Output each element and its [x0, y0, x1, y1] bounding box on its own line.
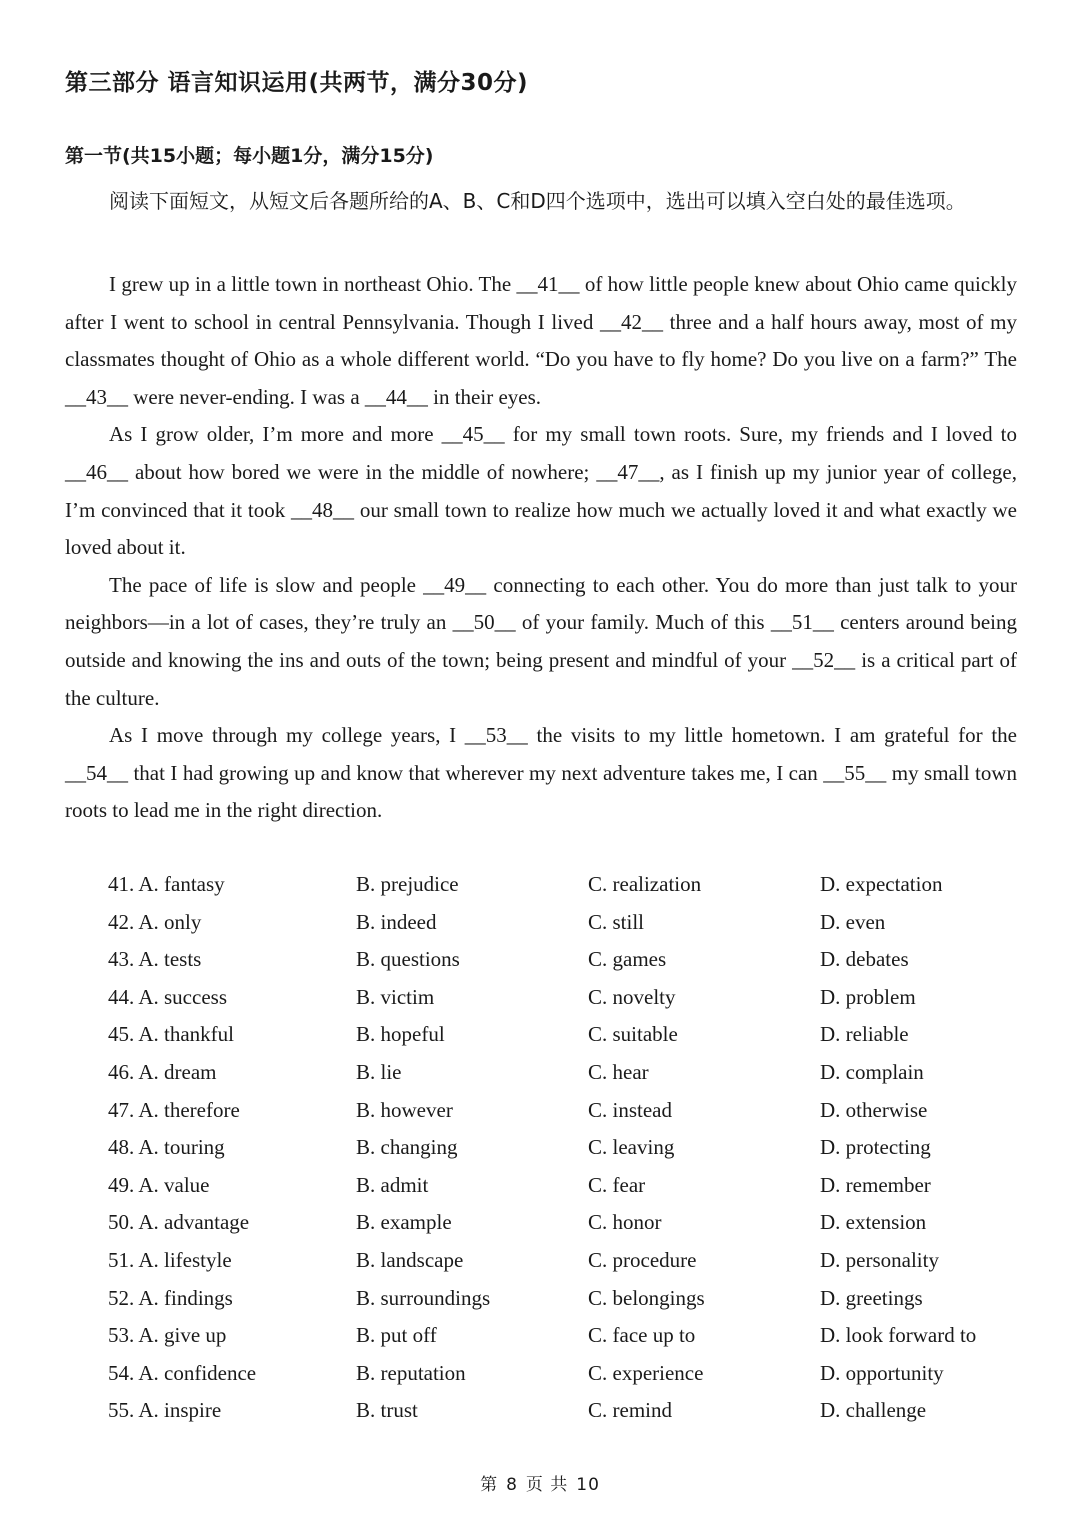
- option-a: 43. A. tests: [108, 947, 202, 972]
- option-c: C. belongings: [588, 1285, 705, 1310]
- option-b: B. landscape: [356, 1247, 464, 1272]
- option-b: B. prejudice: [356, 872, 459, 896]
- option-b: B. lie: [356, 1059, 402, 1084]
- option-d: D. expectation: [820, 872, 943, 896]
- option-a: 51. A. lifestyle: [108, 1247, 232, 1272]
- option-d: D. debates: [820, 947, 909, 972]
- option-d: D. problem: [820, 984, 916, 1009]
- option-d: D. challenge: [820, 1398, 927, 1423]
- option-c: C. realization: [588, 872, 702, 896]
- option-c: C. still: [588, 909, 645, 934]
- option-c: C. hear: [588, 1059, 649, 1084]
- option-b: B. example: [356, 1210, 452, 1235]
- option-b: B. however: [356, 1097, 453, 1122]
- section-title: 第一节(共15小题；每小题1分，满分15分): [65, 145, 434, 167]
- page-total: 10: [576, 1475, 600, 1495]
- option-b: B. admit: [356, 1172, 429, 1197]
- option-c: C. games: [588, 947, 667, 972]
- option-d: D. complain: [820, 1059, 924, 1084]
- option-d: D. reliable: [820, 1022, 909, 1047]
- option-c: C. leaving: [588, 1135, 675, 1160]
- option-d: D. even: [820, 909, 886, 934]
- passage-paragraph-3: The pace of life is slow and people __49__ connecting to each other. You do more than just talk to your neighbors—in a lot of cases, they’re truly an __50__ of your family. Much of this __51__ centers around being outside and knowing the ins and outs of the town; being present and mindful of your __52__ is a critical part of the culture.: [65, 572, 1017, 710]
- option-c: C. honor: [588, 1210, 662, 1235]
- option-row-48: [108, 1129, 1038, 1167]
- option-row-43: [108, 941, 1038, 979]
- option-row-53: [108, 1317, 1038, 1355]
- passage: [65, 266, 1017, 830]
- option-d: D. protecting: [820, 1135, 931, 1160]
- passage-paragraph-2: As I grow older, I’m more and more __45__ for my small town roots. Sure, my friends and I loved to __46__ about how bored we were in the middle of nowhere; __47__, as I finish up my junior year of college, I’m convinced that it took __48__ our small town to realize how much we actually loved it and what exactly we loved about it.: [65, 422, 1017, 560]
- option-b: B. hopeful: [356, 1022, 445, 1047]
- option-d: D. extension: [820, 1210, 927, 1235]
- option-row-42: [108, 904, 1038, 942]
- part-title: 第三部分 语言知识运用(共两节，满分30分): [65, 70, 529, 96]
- option-d: D. opportunity: [820, 1360, 944, 1385]
- options-list: [108, 866, 1038, 1430]
- option-a: 49. A. value: [108, 1172, 210, 1197]
- option-d: D. look forward to: [820, 1323, 977, 1348]
- option-row-44: [108, 979, 1038, 1017]
- option-a: 41. A. fantasy: [108, 872, 225, 896]
- option-b: B. surroundings: [356, 1285, 491, 1310]
- option-c: C. suitable: [588, 1022, 678, 1047]
- option-d: D. greetings: [820, 1285, 923, 1310]
- option-row-41: [108, 866, 1038, 904]
- page-number: 8: [506, 1475, 518, 1495]
- option-a: 47. A. therefore: [108, 1097, 240, 1122]
- option-d: D. otherwise: [820, 1097, 928, 1122]
- option-row-52: [108, 1280, 1038, 1318]
- option-a: 48. A. touring: [108, 1135, 225, 1160]
- footer-middle: 页 共: [525, 1475, 569, 1495]
- option-a: 44. A. success: [108, 984, 227, 1009]
- option-row-55: [108, 1392, 1038, 1430]
- option-b: B. trust: [356, 1398, 418, 1423]
- option-a: 42. A. only: [108, 909, 202, 934]
- option-d: D. personality: [820, 1247, 939, 1272]
- option-c: C. experience: [588, 1360, 704, 1385]
- option-row-46: [108, 1054, 1038, 1092]
- option-c: C. fear: [588, 1172, 646, 1197]
- option-b: B. changing: [356, 1135, 458, 1160]
- instruction-text: 阅读下面短文，从短文后各题所给的A、B、C和D四个选项中，选出可以填入空白处的最佳选项。: [109, 189, 966, 213]
- option-a: 55. A. inspire: [108, 1398, 222, 1423]
- option-row-50: [108, 1204, 1038, 1242]
- option-row-51: [108, 1242, 1038, 1280]
- option-row-45: [108, 1016, 1038, 1054]
- passage-paragraph-4: As I move through my college years, I __53__ the visits to my little hometown. I am grateful for the __54__ that I had growing up and know that wherever my next adventure takes me, I can __55__ my small town roots to lead me in the right direction.: [65, 723, 1017, 823]
- option-a: 53. A. give up: [108, 1323, 227, 1348]
- option-c: C. procedure: [588, 1247, 697, 1272]
- option-b: B. victim: [356, 984, 435, 1009]
- option-d: D. remember: [820, 1172, 931, 1197]
- option-c: C. remind: [588, 1398, 672, 1423]
- footer-prefix: 第: [480, 1475, 499, 1495]
- option-c: C. novelty: [588, 984, 676, 1009]
- option-b: B. indeed: [356, 909, 437, 934]
- option-a: 50. A. advantage: [108, 1210, 250, 1235]
- option-row-47: [108, 1092, 1038, 1130]
- option-c: C. instead: [588, 1097, 672, 1122]
- passage-paragraph-1: I grew up in a little town in northeast Ohio. The __41__ of how little people knew about Ohio came quickly after I went to school in central Pennsylvania. Though I lived __42__ three and a half hours away, most of my classmates thought of Ohio as a whole different world. “Do you have to fly home? Do you live on a farm?” The __43__ were never-ending. I was a __44__ in their eyes.: [65, 272, 1017, 409]
- page-footer: [0, 1470, 1080, 1495]
- option-row-49: [108, 1167, 1038, 1205]
- option-a: 45. A. thankful: [108, 1022, 234, 1047]
- option-b: B. reputation: [356, 1360, 466, 1385]
- option-b: B. questions: [356, 947, 460, 972]
- option-a: 46. A. dream: [108, 1059, 217, 1084]
- option-a: 54. A. confidence: [108, 1360, 257, 1385]
- option-a: 52. A. findings: [108, 1285, 233, 1310]
- option-b: B. put off: [356, 1323, 437, 1348]
- option-c: C. face up to: [588, 1323, 696, 1348]
- option-row-54: [108, 1355, 1038, 1393]
